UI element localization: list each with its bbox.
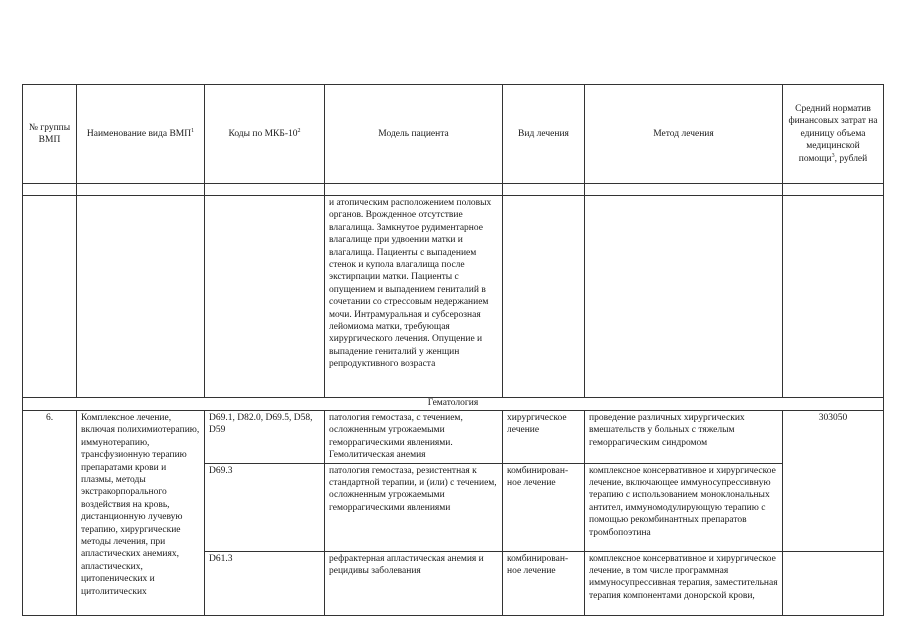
header-spacer-row	[23, 184, 884, 196]
icd-codes: D69.3	[205, 463, 325, 551]
treatment-type: комбинирован-ное лечение	[503, 463, 585, 551]
header-vmp-name: Наименование вида ВМП$^1$	[77, 85, 205, 184]
section-row	[23, 398, 884, 411]
header-patient-model: Модель пациента	[325, 85, 503, 184]
group-name: Комплексное лечение, включая полихимиотерапию, иммунотерапию, трансфузионную терапию препаратами крови и плазмы, методы экстракорпорального воздействия на кровь, дистанционную лучевую терапию, хирургические методы лечения, при апластических анемиях, апластических, цитопенических и цитолитических	[77, 411, 205, 616]
treatment-method: комплексное консервативное и хирургическое лечение, в том числе программная иммуносупрессивная терапия, заместительная терапия компонентами донорской крови,	[585, 551, 783, 615]
continuation-row	[23, 196, 884, 398]
header-icd-codes: Коды по МКБ-$10^2$	[205, 85, 325, 184]
header-treatment-type: Вид лечения	[503, 85, 585, 184]
cost-value: 303050	[783, 411, 884, 552]
treatment-method: комплексное консервативное и хирургическое лечение, включающее иммуносупрессивную терапию с использованием моноклональных антител, иммуномодулирующую терапию с помощью рекомбинантных препаратов тромбопоэтина	[585, 463, 783, 551]
icd-codes: D69.1, D82.0, D69.5, D58, D59	[205, 411, 325, 464]
table-row	[23, 411, 884, 464]
patient-model: патология гемостаза, с течением, осложненным угрожаемыми геморрагическими явлениями. Гемолитическая анемия	[325, 411, 503, 464]
header-row	[23, 85, 884, 184]
header-group-number: № группы ВМП	[23, 85, 77, 184]
patient-model: рефрактерная апластическая анемия и рецидивы заболевания	[325, 551, 503, 615]
header-treatment-method: Метод лечения	[585, 85, 783, 184]
treatment-method: проведение различных хирургических вмешательств у больных с тяжелым геморрагическим синдромом	[585, 411, 783, 464]
patient-model: патология гемостаза, резистентная к стандартной терапии, и (или) с течением, осложненным угрожаемыми геморрагическими явлениями	[325, 463, 503, 551]
continuation-patient-model: и атопическим расположением половых органов. Врожденное отсутствие влагалища. Замкнутое рудиментарное влагалище при удвоении матки и влагалища. Пациенты с выпадением стенок и купола влагалища после экстирпации матки. Пациенты с опущением и выпадением гениталий в сочетании со стрессовым недержанием мочи. Интрамуральная и субсерозная лейомиома матки, требующая хирургического лечения. Опущение и выпадение гениталий у женщин репродуктивного возраста	[325, 196, 503, 398]
treatment-type: комбинирован-ное лечение	[503, 551, 585, 615]
vmp-table	[22, 84, 884, 616]
treatment-type: хирургическое лечение	[503, 411, 585, 464]
icd-codes: D61.3	[205, 551, 325, 615]
cost-empty-cell	[783, 551, 884, 615]
group-number: 6.	[23, 411, 77, 616]
header-cost-standard: Средний норматив финансовых затрат на единицу объема медицинской помощи$^3$, рублей	[783, 85, 884, 184]
section-title: Гематология	[23, 398, 884, 411]
